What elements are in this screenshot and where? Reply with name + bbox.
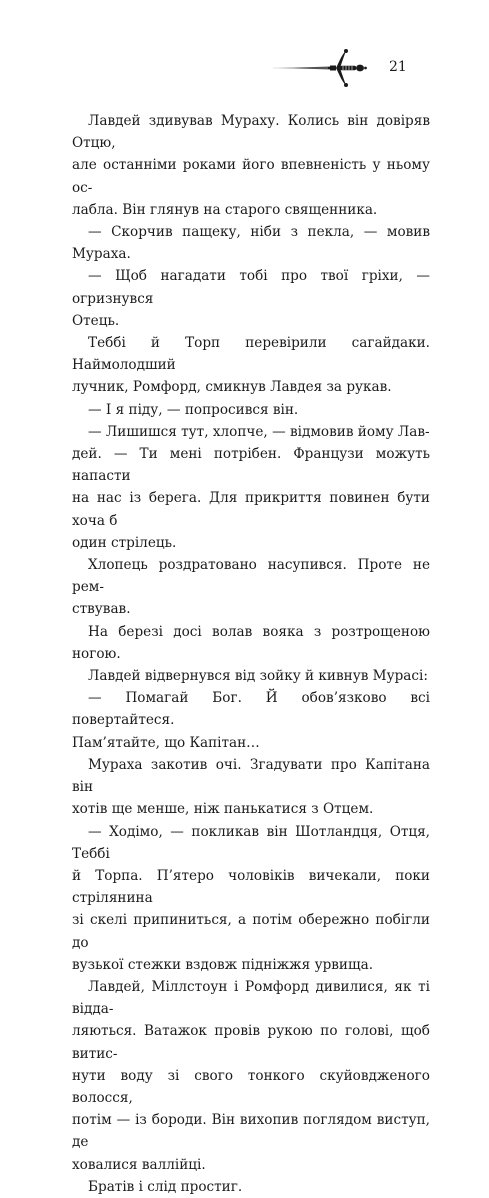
paragraph: Теббі й Торп перевірили сагайдаки. Наймолодший лучник, Ромфорд, смикнув Лавдея за рукав. bbox=[72, 335, 430, 396]
sword-icon bbox=[270, 48, 382, 88]
paragraph: Лавдей, Міллстоун і Ромфорд дивилися, як ті відда- ляються. Ватажок провів рукою по голові, щоб витис- нути воду зі свого тонкого скуйовдженого волосся, потім — із бороди. Він вихопив поглядом виступ, де ховалися валлійці. bbox=[72, 978, 430, 1173]
paragraph: На березі досі волав вояка з розтрощеною ногою. bbox=[72, 623, 430, 662]
paragraph: Лавдей відвернувся від зойку й кивнув Мурасі: bbox=[88, 668, 428, 685]
body-text bbox=[72, 110, 430, 1198]
page-number: 21 bbox=[389, 59, 407, 75]
paragraph: — І я піду, — попросився він. bbox=[88, 401, 299, 418]
paragraph: — Лишишся тут, хлопче, — відмовив йому Лав- дей. — Ти мені потрібен. Французи можуть напасти на нас із берега. Для прикриття повинен бути хоча б один стрілець. bbox=[72, 423, 430, 551]
paragraph: Братів і слід простиг. bbox=[88, 1178, 243, 1195]
page-header bbox=[270, 48, 450, 88]
paragraph: Лавдей здивував Мураху. Колись він довіряв Отцю, але останніми роками його впевненість у ньому ос- лабла. Він глянув на старого священника. bbox=[72, 113, 430, 218]
paragraph: — Помагай Бог. Й обов’язково всі повертайтеся. Пам’ятайте, що Капітан… bbox=[72, 690, 430, 751]
paragraph: — Ходімо, — покликав він Шотландця, Отця, Теббі й Торпа. П’ятеро чоловіків вичекали, поки стрілянина зі скелі припиниться, а потім обережно побігли до вузької стежки вздовж підніжжя урвища. bbox=[72, 823, 430, 973]
paragraph: Хлопець роздратовано насупився. Проте не рем- ствував. bbox=[72, 557, 430, 618]
paragraph: — Скорчив пащеку, ніби з пекла, — мовив Мураха. bbox=[72, 224, 430, 263]
paragraph: Мураха закотив очі. Згадувати про Капітана він хотів ще менше, ніж панькатися з Отцем. bbox=[72, 756, 430, 818]
paragraph: — Щоб нагадати тобі про твої гріхи, — огризнувся Отець. bbox=[72, 268, 430, 329]
